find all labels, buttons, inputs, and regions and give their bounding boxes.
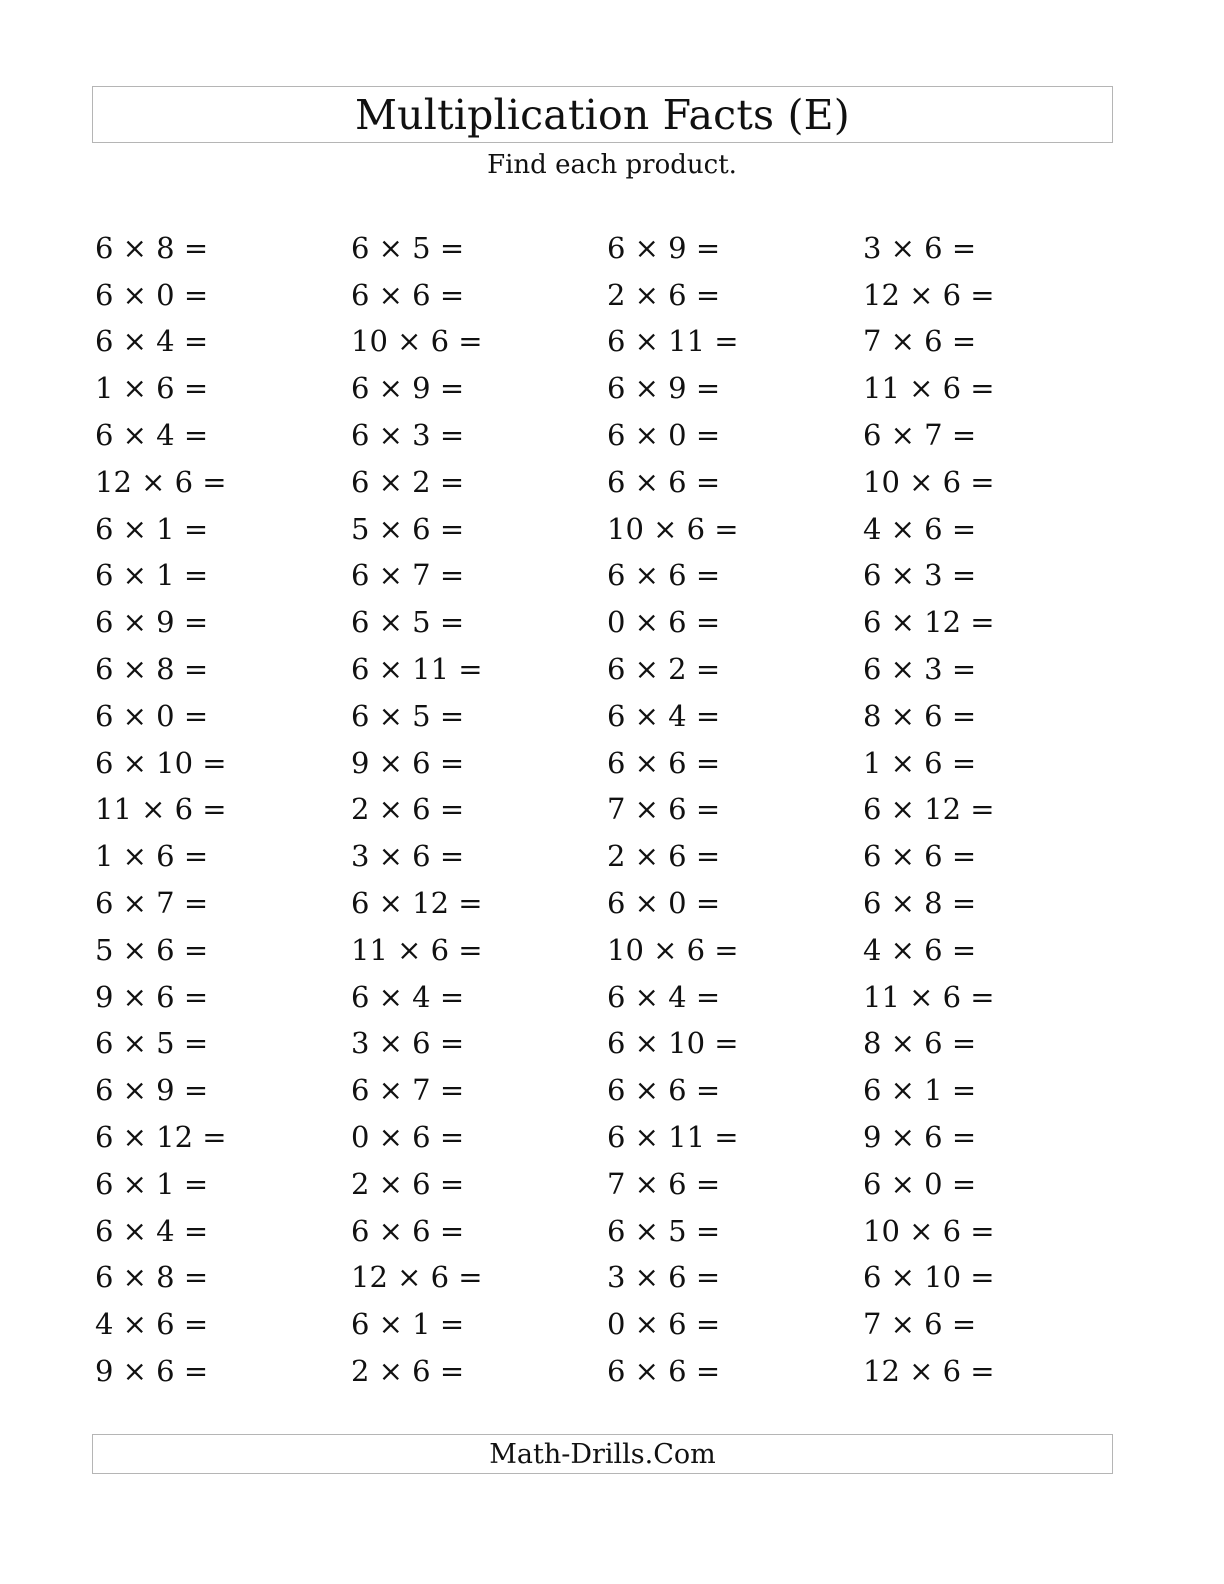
problem-item: 0 × 6 = bbox=[607, 605, 721, 640]
problem-row bbox=[95, 459, 1135, 506]
problem-item: 0 × 6 = bbox=[607, 1307, 721, 1342]
problem-row bbox=[95, 693, 1135, 740]
problem-row bbox=[95, 927, 1135, 974]
problem-item: 6 × 12 = bbox=[95, 1120, 227, 1155]
problem-row bbox=[95, 833, 1135, 880]
problem-item: 6 × 5 = bbox=[607, 1213, 721, 1248]
problem-item: 3 × 6 = bbox=[607, 1260, 721, 1295]
problem-item: 5 × 6 = bbox=[95, 932, 209, 967]
problem-item: 10 × 6 = bbox=[607, 932, 739, 967]
problem-item: 4 × 6 = bbox=[863, 932, 977, 967]
problem-item: 6 × 11 = bbox=[351, 652, 483, 687]
title-box bbox=[92, 86, 1113, 143]
problem-item: 9 × 6 = bbox=[95, 979, 209, 1014]
problem-item: 9 × 6 = bbox=[95, 1354, 209, 1389]
problem-item: 11 × 6 = bbox=[351, 932, 483, 967]
page-title: Multiplication Facts (E) bbox=[354, 91, 851, 139]
problem-row bbox=[95, 553, 1135, 600]
problem-item: 8 × 6 = bbox=[863, 1026, 977, 1061]
problem-item: 6 × 3 = bbox=[863, 558, 977, 593]
problem-row bbox=[95, 225, 1135, 272]
problem-item: 6 × 12 = bbox=[863, 605, 995, 640]
problem-item: 6 × 3 = bbox=[351, 418, 465, 453]
problem-item: 6 × 8 = bbox=[95, 1260, 209, 1295]
problem-item: 10 × 6 = bbox=[351, 324, 483, 359]
problem-row bbox=[95, 599, 1135, 646]
problem-item: 1 × 6 = bbox=[95, 839, 209, 874]
problem-item: 6 × 4 = bbox=[95, 418, 209, 453]
problem-item: 6 × 12 = bbox=[351, 886, 483, 921]
problem-item: 10 × 6 = bbox=[607, 511, 739, 546]
problem-item: 5 × 6 = bbox=[351, 511, 465, 546]
problem-item: 3 × 6 = bbox=[863, 230, 977, 265]
problem-row bbox=[95, 365, 1135, 412]
problem-item: 6 × 0 = bbox=[95, 698, 209, 733]
problem-item: 4 × 6 = bbox=[95, 1307, 209, 1342]
problem-item: 6 × 1 = bbox=[95, 558, 209, 593]
problem-item: 6 × 7 = bbox=[351, 558, 465, 593]
problem-item: 1 × 6 = bbox=[863, 745, 977, 780]
problem-item: 6 × 11 = bbox=[607, 324, 739, 359]
problem-row bbox=[95, 506, 1135, 553]
problem-item: 6 × 9 = bbox=[95, 605, 209, 640]
problem-item: 1 × 6 = bbox=[95, 371, 209, 406]
problem-item: 11 × 6 = bbox=[863, 979, 995, 1014]
problem-item: 6 × 10 = bbox=[863, 1260, 995, 1295]
problem-item: 6 × 1 = bbox=[95, 1166, 209, 1201]
problem-grid bbox=[95, 225, 1135, 1395]
problem-item: 4 × 6 = bbox=[863, 511, 977, 546]
problem-item: 9 × 6 = bbox=[351, 745, 465, 780]
problem-item: 6 × 6 = bbox=[607, 464, 721, 499]
problem-row bbox=[95, 412, 1135, 459]
problem-item: 10 × 6 = bbox=[863, 1213, 995, 1248]
problem-row bbox=[95, 1208, 1135, 1255]
problem-item: 6 × 7 = bbox=[863, 418, 977, 453]
problem-item: 2 × 6 = bbox=[607, 839, 721, 874]
problem-item: 6 × 1 = bbox=[95, 511, 209, 546]
problem-item: 6 × 11 = bbox=[607, 1120, 739, 1155]
problem-row bbox=[95, 646, 1135, 693]
footer-site-name: Math-Drills.Com bbox=[489, 1438, 716, 1470]
problem-item: 6 × 0 = bbox=[607, 418, 721, 453]
problem-item: 6 × 8 = bbox=[863, 886, 977, 921]
problem-row bbox=[95, 974, 1135, 1021]
problem-item: 10 × 6 = bbox=[863, 464, 995, 499]
problem-item: 6 × 9 = bbox=[351, 371, 465, 406]
problem-item: 6 × 12 = bbox=[863, 792, 995, 827]
problem-item: 6 × 10 = bbox=[95, 745, 227, 780]
problem-item: 6 × 6 = bbox=[607, 1073, 721, 1108]
problem-item: 3 × 6 = bbox=[351, 839, 465, 874]
problem-item: 7 × 6 = bbox=[863, 324, 977, 359]
problem-item: 6 × 9 = bbox=[95, 1073, 209, 1108]
problem-item: 8 × 6 = bbox=[863, 698, 977, 733]
problem-item: 6 × 1 = bbox=[863, 1073, 977, 1108]
problem-item: 6 × 5 = bbox=[95, 1026, 209, 1061]
problem-item: 6 × 5 = bbox=[351, 698, 465, 733]
problem-item: 6 × 4 = bbox=[351, 979, 465, 1014]
instructions: Find each product. bbox=[487, 150, 737, 180]
problem-item: 6 × 4 = bbox=[95, 324, 209, 359]
problem-row bbox=[95, 1301, 1135, 1348]
problem-item: 6 × 3 = bbox=[863, 652, 977, 687]
problem-item: 7 × 6 = bbox=[863, 1307, 977, 1342]
problem-item: 6 × 7 = bbox=[95, 886, 209, 921]
problem-item: 2 × 6 = bbox=[351, 1354, 465, 1389]
problem-item: 6 × 6 = bbox=[607, 745, 721, 780]
problem-item: 12 × 6 = bbox=[863, 277, 995, 312]
problem-row bbox=[95, 272, 1135, 319]
problem-item: 6 × 4 = bbox=[95, 1213, 209, 1248]
problem-item: 6 × 7 = bbox=[351, 1073, 465, 1108]
problem-item: 6 × 2 = bbox=[351, 464, 465, 499]
problem-item: 6 × 1 = bbox=[351, 1307, 465, 1342]
problem-item: 6 × 0 = bbox=[607, 886, 721, 921]
problem-row bbox=[95, 880, 1135, 927]
problem-row bbox=[95, 1021, 1135, 1068]
problem-item: 2 × 6 = bbox=[351, 1166, 465, 1201]
problem-item: 7 × 6 = bbox=[607, 792, 721, 827]
problem-item: 0 × 6 = bbox=[351, 1120, 465, 1155]
problem-item: 2 × 6 = bbox=[607, 277, 721, 312]
problem-item: 6 × 8 = bbox=[95, 652, 209, 687]
problem-row bbox=[95, 740, 1135, 787]
problem-item: 11 × 6 = bbox=[863, 371, 995, 406]
footer-box bbox=[92, 1434, 1113, 1474]
problem-item: 12 × 6 = bbox=[863, 1354, 995, 1389]
problem-item: 3 × 6 = bbox=[351, 1026, 465, 1061]
problem-item: 12 × 6 = bbox=[351, 1260, 483, 1295]
problem-item: 7 × 6 = bbox=[607, 1166, 721, 1201]
problem-item: 6 × 9 = bbox=[607, 371, 721, 406]
problem-item: 11 × 6 = bbox=[95, 792, 227, 827]
problem-row bbox=[95, 1161, 1135, 1208]
problem-item: 6 × 10 = bbox=[607, 1026, 739, 1061]
problem-item: 6 × 6 = bbox=[607, 1354, 721, 1389]
problem-item: 6 × 0 = bbox=[863, 1166, 977, 1201]
problem-item: 2 × 6 = bbox=[351, 792, 465, 827]
problem-item: 6 × 6 = bbox=[351, 277, 465, 312]
problem-item: 6 × 4 = bbox=[607, 979, 721, 1014]
problem-item: 6 × 5 = bbox=[351, 230, 465, 265]
problem-item: 6 × 4 = bbox=[607, 698, 721, 733]
problem-item: 6 × 6 = bbox=[351, 1213, 465, 1248]
problem-item: 6 × 9 = bbox=[607, 230, 721, 265]
problem-row bbox=[95, 319, 1135, 366]
problem-item: 6 × 6 = bbox=[607, 558, 721, 593]
problem-item: 6 × 5 = bbox=[351, 605, 465, 640]
problem-row bbox=[95, 1067, 1135, 1114]
problem-row bbox=[95, 1255, 1135, 1302]
problem-item: 6 × 2 = bbox=[607, 652, 721, 687]
problem-item: 12 × 6 = bbox=[95, 464, 227, 499]
problem-item: 9 × 6 = bbox=[863, 1120, 977, 1155]
problem-item: 6 × 0 = bbox=[95, 277, 209, 312]
problem-row bbox=[95, 1114, 1135, 1161]
problem-row bbox=[95, 1348, 1135, 1395]
problem-row bbox=[95, 787, 1135, 834]
problem-item: 6 × 6 = bbox=[863, 839, 977, 874]
problem-item: 6 × 8 = bbox=[95, 230, 209, 265]
